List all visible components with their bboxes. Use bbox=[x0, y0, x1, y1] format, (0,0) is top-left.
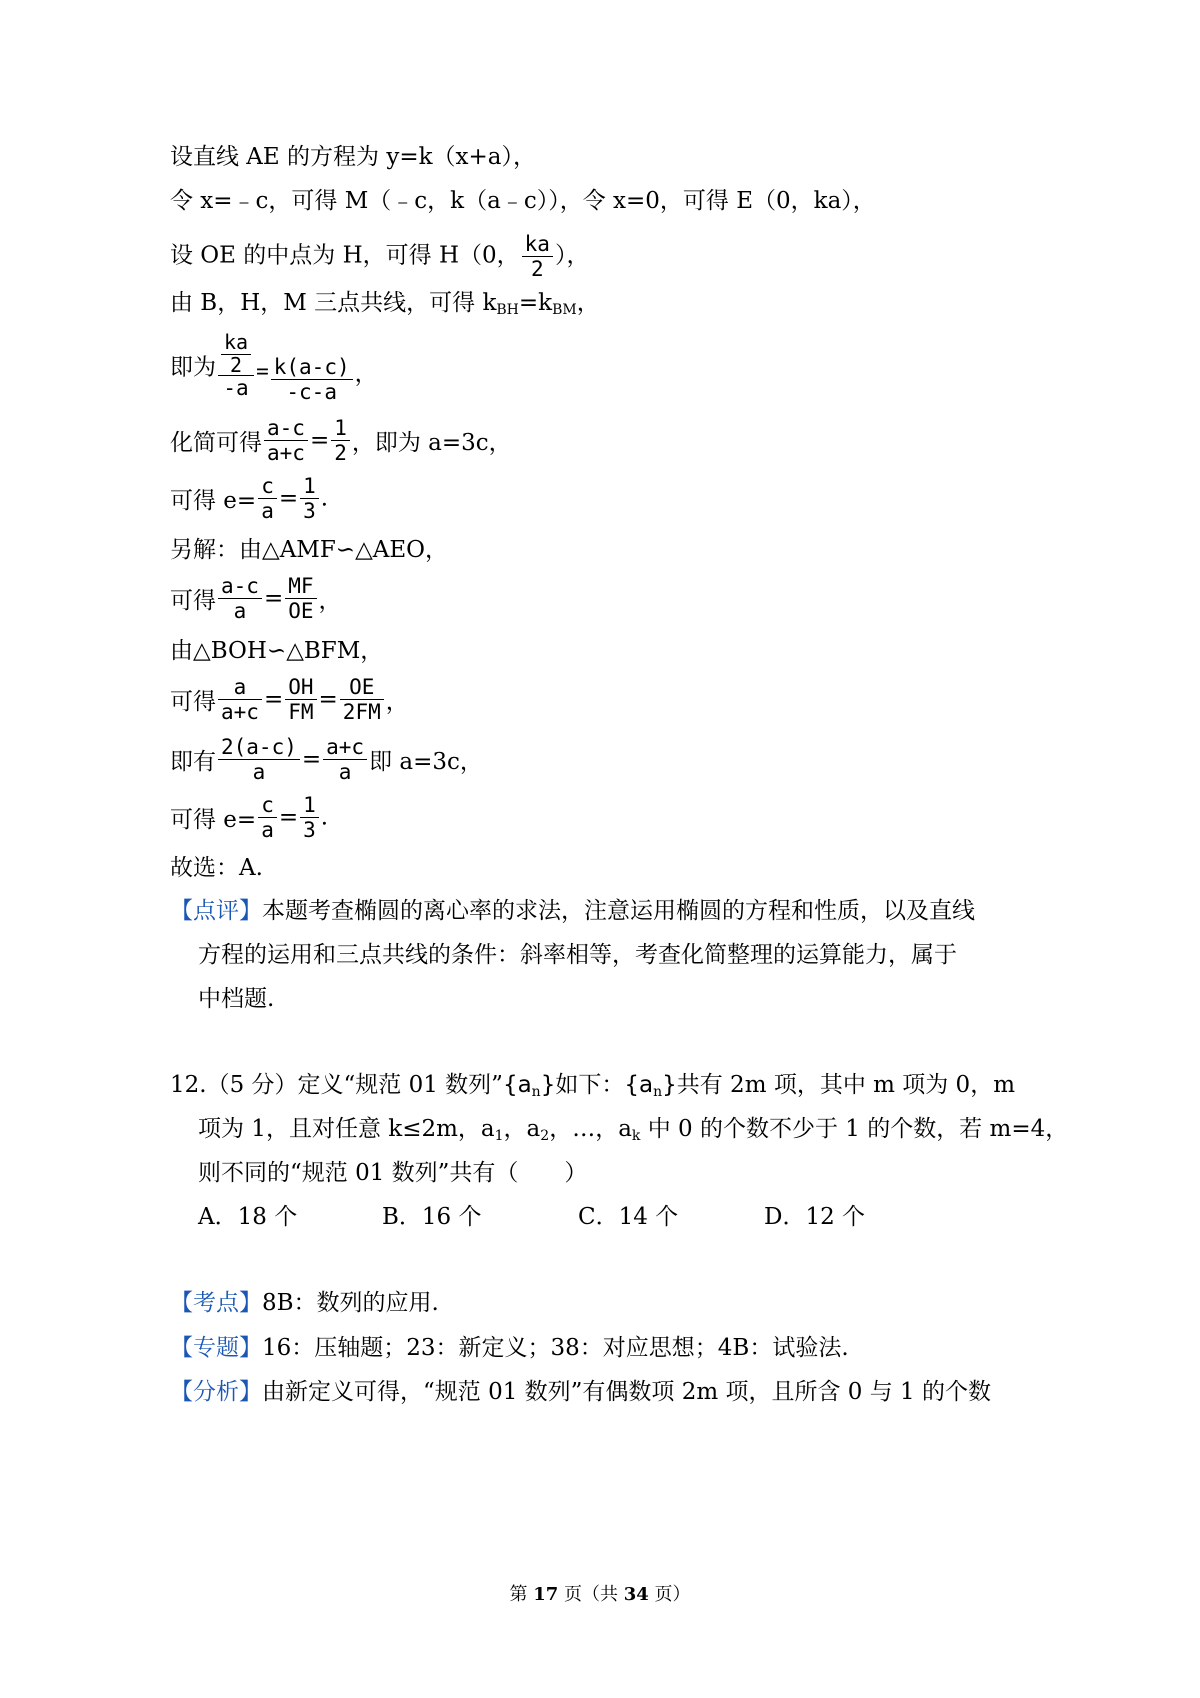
kaodian-tag: 【考点】 bbox=[170, 1290, 262, 1316]
denominator: 3 bbox=[303, 499, 316, 523]
denominator: a+c bbox=[221, 700, 259, 724]
subscript: 2 bbox=[540, 1128, 550, 1144]
numerator: MF bbox=[285, 574, 316, 599]
solution-line-5 bbox=[170, 330, 378, 404]
text-fragment: 由 B，H，M 三点共线，可得 k bbox=[170, 290, 497, 316]
numerator: a-c bbox=[264, 416, 308, 441]
fraction bbox=[264, 416, 308, 465]
solution-line-4 bbox=[170, 288, 600, 318]
numerator bbox=[218, 330, 254, 376]
equals-sign: = bbox=[278, 804, 299, 831]
text-fragment: . bbox=[320, 804, 329, 831]
text-fragment: ， bbox=[385, 689, 409, 715]
fraction bbox=[271, 355, 353, 404]
denominator: a bbox=[261, 499, 274, 523]
equals-sign: = bbox=[263, 686, 284, 713]
solution-line-1: 设直线 AE 的方程为 y=k（x+a）， bbox=[170, 144, 536, 170]
equals-sign: = bbox=[309, 427, 330, 454]
subscript: BH bbox=[496, 302, 519, 318]
numerator: OE bbox=[340, 675, 384, 700]
review-tag: 【点评】 bbox=[170, 898, 262, 924]
text-fragment: 如下： bbox=[555, 1072, 625, 1098]
solution-line-9 bbox=[170, 574, 342, 623]
numerator: 1 bbox=[331, 416, 350, 441]
fenxi-tag: 【分析】 bbox=[170, 1379, 262, 1405]
numerator: OH bbox=[285, 675, 316, 700]
zhuanti-text: 16：压轴题；23：新定义；38：对应思想；4B：试验法. bbox=[262, 1335, 849, 1361]
compound-fraction bbox=[218, 330, 254, 400]
page-number: 17 bbox=[533, 1584, 559, 1605]
fraction bbox=[258, 793, 277, 842]
solution-line-3 bbox=[170, 232, 589, 281]
footer-text: 第 bbox=[509, 1584, 534, 1605]
inner-fraction bbox=[221, 330, 251, 375]
fraction bbox=[331, 416, 350, 465]
equals-sign: = bbox=[301, 746, 322, 773]
fenxi-line bbox=[170, 1377, 991, 1407]
text-fragment: 共有 2m 项，其中 m 项为 0，m bbox=[676, 1072, 1016, 1098]
text-fragment: ， bbox=[576, 290, 600, 316]
text-fragment: 可得 bbox=[170, 689, 216, 715]
text-fragment: {a bbox=[502, 1072, 532, 1098]
equals-text: = bbox=[256, 359, 269, 383]
footer-text: 页（共 bbox=[558, 1584, 624, 1605]
numerator: ka bbox=[522, 232, 553, 257]
numerator: 1 bbox=[300, 474, 319, 499]
fraction bbox=[300, 793, 319, 842]
review-line-1 bbox=[170, 896, 975, 926]
numerator: a-c bbox=[218, 574, 262, 599]
text-fragment: . bbox=[320, 485, 329, 512]
solution-line-10: 由△BOH∽△BFM， bbox=[170, 638, 384, 664]
fraction bbox=[258, 474, 277, 523]
solution-line-8: 另解：由△AMF∽△AEO， bbox=[170, 537, 449, 563]
denominator: 3 bbox=[303, 818, 316, 842]
denominator: 2 bbox=[530, 257, 544, 281]
numerator: 1 bbox=[300, 793, 319, 818]
denominator: 2 bbox=[334, 441, 347, 465]
kaodian-line bbox=[170, 1288, 439, 1318]
text-fragment: 设 OE 的中点为 H，可得 H（0， bbox=[170, 242, 520, 269]
fraction bbox=[285, 574, 316, 623]
text-fragment: ， bbox=[354, 360, 378, 387]
text-fragment: } bbox=[540, 1072, 556, 1098]
text-fragment: } bbox=[662, 1072, 677, 1098]
text-fragment: ，即为 a=3c， bbox=[351, 430, 512, 456]
fraction bbox=[522, 232, 553, 281]
inner-denominator: 2 bbox=[230, 353, 243, 377]
denominator: a+c bbox=[267, 441, 305, 465]
total-pages: 34 bbox=[623, 1584, 649, 1605]
equals-sign: = bbox=[278, 485, 299, 512]
review-line-2: 方程的运用和三点共线的条件：斜率相等，考查化简整理的运算能力，属于 bbox=[198, 942, 957, 968]
equals-sign bbox=[256, 359, 269, 383]
equals-sign: = bbox=[318, 686, 338, 713]
subscript: BM bbox=[552, 302, 577, 318]
zhuanti-tag: 【专题】 bbox=[170, 1335, 262, 1361]
option-b: B．16 个 bbox=[382, 1204, 482, 1230]
fraction bbox=[323, 735, 367, 784]
equals-sign: = bbox=[263, 585, 284, 612]
fraction bbox=[218, 675, 262, 724]
text-fragment: 中 0 的个数不少于 1 的个数，若 m=4， bbox=[640, 1116, 1069, 1142]
footer-text: 页） bbox=[648, 1584, 691, 1605]
numerator: c bbox=[258, 474, 277, 499]
fenxi-text: 由新定义可得，“规范 01 数列”有偶数项 2m 项，且所含 0 与 1 的个数 bbox=[262, 1379, 991, 1405]
page-footer bbox=[0, 1580, 1200, 1606]
solution-line-2: 令 x=﹣c，可得 M（﹣c，k（a﹣c）），令 x=0，可得 E（0，ka）， bbox=[170, 188, 876, 214]
numerator: a+c bbox=[323, 735, 367, 760]
subscript: n bbox=[653, 1084, 663, 1100]
question-line-1 bbox=[170, 1070, 1015, 1100]
solution-line-6 bbox=[170, 416, 512, 465]
review-line-3: 中档题. bbox=[198, 986, 275, 1012]
numerator: k(a-c) bbox=[271, 355, 353, 380]
denominator: OE bbox=[288, 599, 314, 623]
subscript: n bbox=[531, 1084, 541, 1100]
text-fragment: 可得 e= bbox=[170, 488, 257, 514]
subscript: 1 bbox=[494, 1128, 504, 1144]
fraction bbox=[340, 675, 384, 724]
text-fragment: 化简可得 bbox=[170, 430, 262, 456]
denominator: -c-a bbox=[286, 379, 337, 404]
fraction bbox=[285, 675, 316, 724]
numerator: 2(a-c) bbox=[218, 735, 300, 760]
denominator: a bbox=[261, 818, 274, 842]
denominator: -a bbox=[223, 376, 249, 400]
numerator: a bbox=[218, 675, 262, 700]
subscript: k bbox=[631, 1128, 641, 1144]
fraction bbox=[300, 474, 319, 523]
option-d: D．12 个 bbox=[764, 1204, 866, 1230]
review-text: 本题考查椭圆的离心率的求法，注意运用椭圆的方程和性质，以及直线 bbox=[262, 898, 975, 924]
text-fragment: ， bbox=[318, 588, 342, 614]
fraction bbox=[218, 735, 300, 784]
denominator: a bbox=[233, 599, 247, 623]
kaodian-text: 8B：数列的应用. bbox=[262, 1290, 439, 1316]
option-c: C．14 个 bbox=[578, 1204, 679, 1230]
solution-line-7 bbox=[170, 474, 328, 523]
zhuanti-line bbox=[170, 1333, 849, 1363]
text-fragment: ，a bbox=[503, 1116, 541, 1142]
text-fragment: ，…，a bbox=[549, 1116, 632, 1142]
solution-line-11 bbox=[170, 675, 409, 724]
text-fragment: 即有 bbox=[170, 749, 216, 775]
text-fragment: {a bbox=[624, 1072, 654, 1098]
numerator: c bbox=[258, 793, 277, 818]
question-line-3: 则不同的“规范 01 数列”共有（ ） bbox=[198, 1160, 588, 1186]
text-fragment: 即 a=3c， bbox=[369, 749, 483, 775]
denominator: FM bbox=[288, 700, 314, 724]
text-fragment: 项为 1，且对任意 k≤2m，a bbox=[198, 1116, 495, 1142]
text-fragment: 可得 bbox=[170, 588, 216, 614]
fraction bbox=[218, 574, 262, 623]
denominator: a bbox=[252, 760, 266, 784]
denominator: 2FM bbox=[342, 700, 381, 724]
solution-line-12 bbox=[170, 735, 483, 784]
inner-numerator: ka bbox=[221, 330, 251, 355]
answer-line: 故选：A. bbox=[170, 855, 263, 881]
text-fragment: 即为 bbox=[170, 354, 216, 381]
option-a: A．18 个 bbox=[198, 1204, 298, 1230]
question-line-2 bbox=[198, 1114, 1068, 1144]
text-fragment: 12.（5 分）定义“规范 01 数列” bbox=[170, 1072, 503, 1098]
solution-line-13 bbox=[170, 793, 328, 842]
text-fragment: ）， bbox=[554, 242, 590, 269]
text-fragment: =k bbox=[518, 290, 553, 316]
text-fragment: 可得 e= bbox=[170, 807, 257, 833]
denominator: a bbox=[338, 760, 352, 784]
